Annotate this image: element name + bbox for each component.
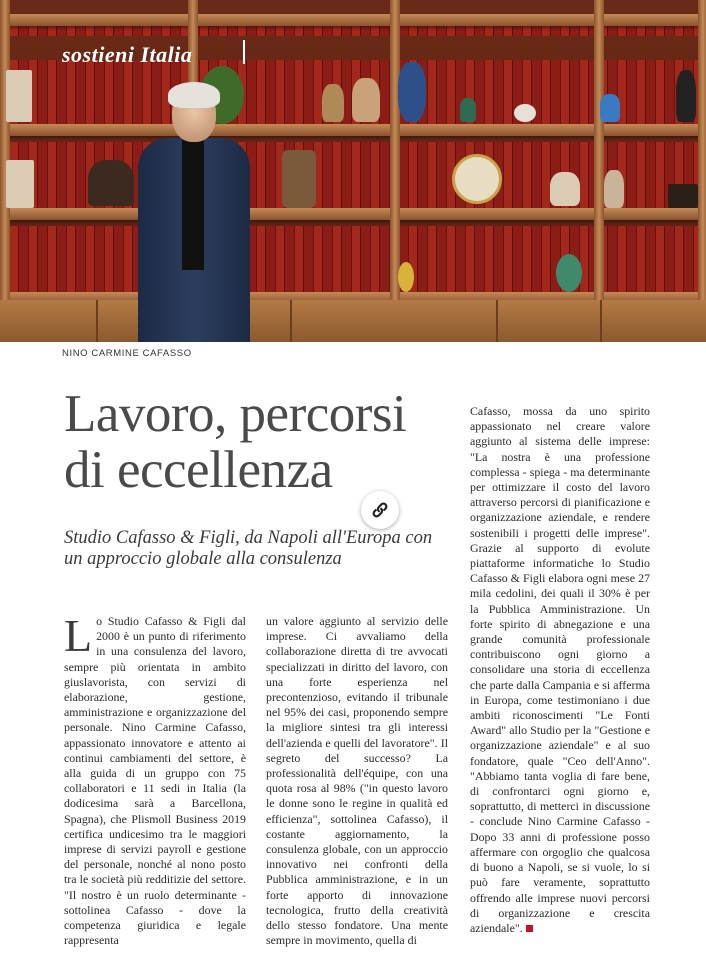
figurine <box>322 84 344 122</box>
photo-caption: NINO CARMINE CAFASSO <box>62 348 192 359</box>
cabinet-divider <box>496 300 498 342</box>
link-icon[interactable] <box>361 491 399 529</box>
section-label: sostieni Italia <box>62 42 193 67</box>
statue <box>676 70 696 122</box>
figurine <box>460 98 476 122</box>
column-1-text: o Studio Cafasso & Figli dal 2000 è un punto di riferimento in una consulenza del lavoro, sempre più orientata in ambito giuslavorista, con servizi di elaborazione, gestione, amministrazione e organizzazione del personale. Nino Carmine Cafasso, appassionato innovatore e attento ai continui cambiamenti del settore, è alla guida di un gruppo con 75 collaboratori e 11 sedi in Italia (la dodicesima sarà a Barcellona, Spagna), che Plismoll Business 2019 certifica undicesimo tra le maggiori imprese di servizi payroll e gestione del personale, nonché al nono posto tra le società più redditizie del settore. "Il nostro è un ruolo determinante - sottolinea Cafasso - dove la competenza giuridica e legale rappresenta <box>64 614 246 948</box>
bowl <box>514 104 536 122</box>
clock <box>282 150 316 208</box>
man-shirt <box>182 140 204 270</box>
figurine <box>352 78 380 122</box>
article-column-3 <box>470 404 650 936</box>
drop-cap: L <box>64 610 93 661</box>
chain-link-icon <box>370 500 390 520</box>
man-hair <box>168 82 220 108</box>
column-2-text: un valore aggiunto al servizio delle imprese. Ci avvaliamo della collaborazione diretta di tre avvocati specializzati in diritto del lavoro, con una forte esperienza nel precontenzioso, evitando il tribunale nel 95% dei casi, proponendo sempre la migliore sintesi tra gli interessi dell'azienda e quelli del lavoratore". Il segreto del successo? La professionalità dell'équipe, con una quota rosa al 98% ("in questo lavoro le donne sono le regine in qualità ed efficienza", sottolinea Cafasso), il costante aggiornamento, la consulenza globale, con un approccio innovativo nei confronti della Pubblica amministrazione, e in un forte apporto di innovazione tecnologica, frutto della creatività dello stesso fondatore. Una mente sempre in movimento, quella di <box>266 614 448 948</box>
shelf-post <box>390 0 400 300</box>
header-photo <box>0 0 706 342</box>
cabinet-divider <box>600 300 602 342</box>
article-title: Lavoro, percorsi di eccellenza <box>64 385 407 499</box>
mask-ornament <box>398 62 426 122</box>
cabinet-divider <box>290 300 292 342</box>
horse-statue <box>88 160 134 206</box>
decorative-plate <box>452 154 502 204</box>
framed-picture <box>668 184 698 208</box>
article-subtitle: Studio Cafasso & Figli, da Napoli all'Europa con un approccio globale alla consulenza <box>64 528 433 569</box>
article-column-2 <box>266 614 448 948</box>
shelf-post <box>0 0 10 300</box>
framed-picture <box>6 70 32 122</box>
owl-figurine <box>600 94 620 122</box>
framed-picture <box>6 160 34 208</box>
shelf-post <box>698 0 706 300</box>
egg-ornament <box>556 254 582 292</box>
egg-ornament <box>398 262 414 292</box>
cabinet-divider <box>96 300 98 342</box>
figurine <box>604 170 624 208</box>
shelf-post <box>594 0 604 300</box>
article-column-1 <box>64 610 246 948</box>
column-3-text: Cafasso, mossa da uno spirito appassionato nel creare valore aggiunto al sistema delle imprese: "La nostra è una professione complessa - spiega - ma determinante per ottimizzare il costo del lavoro attraverso percorsi di pianificazione e organizzazione aziendale, e rendere sostenibili i progetti delle imprese". Grazie al supporto di evolute piattaforme informatiche lo Studio Cafasso & Figli elabora ogni mese 27 mila cedolini, dei quali il 30% è per la Pubblica Amministrazione. Un forte spirito di abnegazione e una grande comunità professionale contribuiscono ogni giorno a consolidare una storia di eccellenza che parte dalla Campania e si afferma in Europa, come testimoniano i due ambiti riconoscimenti "Le Fonti Award" allo Studio per la "Gestione e organizzazione aziendale" e al suo fondatore, quale "Ceo dell'Anno". "Abbiamo tanta voglia di fare bene, di confrontarci ogni giorno e, soprattutto, di metterci in discussione - conclude Nino Carmine Cafasso - Dopo 33 anni di professione posso affermare con orgoglio che qualcosa di buono a Napoli, se si vuole, lo si può fare veramente, soprattutto offrendo alle imprese nuovi percorsi di organizzazione e crescita aziendale". <box>470 404 650 935</box>
end-of-article-mark <box>526 925 533 932</box>
figurine <box>550 172 580 206</box>
section-label-divider <box>243 40 245 64</box>
